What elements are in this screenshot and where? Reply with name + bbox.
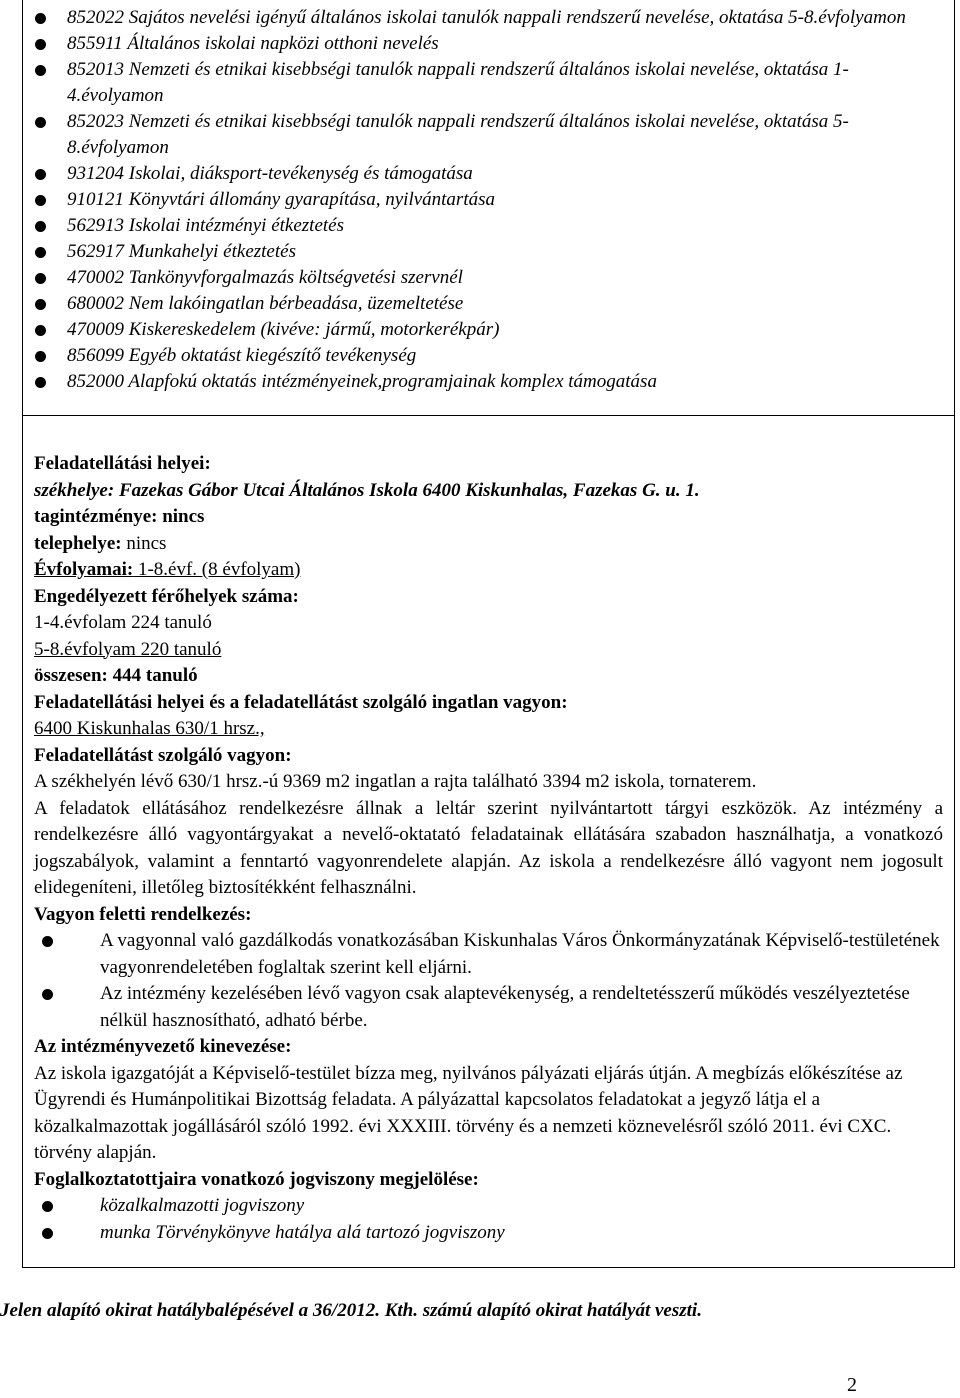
bullet-icon bbox=[42, 989, 53, 1000]
assets-line: A székhelyén lévő 630/1 hrsz.-ú 9369 m2 ingatlan a rajta található 3394 m2 iskola, tornaterem. bbox=[34, 771, 757, 792]
premises-line bbox=[34, 531, 943, 558]
list-item: A vagyonnal való gazdálkodás vonatkozásában Kiskunhalas Város Önkormányzatának Képviselő-testületének vagyonrendeletében foglaltak szerint kell eljárni. bbox=[34, 928, 943, 981]
bullet-icon bbox=[35, 195, 46, 206]
sites-heading: Feladatellátási helyei: bbox=[34, 453, 211, 474]
bullet-icon bbox=[35, 325, 46, 336]
bullet-icon bbox=[35, 117, 46, 128]
capacity-lower: 1-4.évfolam 224 tanuló bbox=[34, 612, 212, 633]
page-number: 2 bbox=[847, 1374, 857, 1396]
bullet-icon bbox=[35, 299, 46, 310]
bullet-icon bbox=[35, 351, 46, 362]
footer-note: Jelen alapító okirat hatálybalépésével a 36/2012. Kth. számú alapító okirat hatályát veszti. bbox=[0, 1300, 702, 1321]
director-heading: Az intézményvezető kinevezése: bbox=[34, 1036, 292, 1057]
list-item: 562913 Iskolai intézményi étkeztetés bbox=[67, 213, 940, 239]
grades-value: 1-8.évf. (8 évfolyam) bbox=[133, 559, 301, 580]
grades-line bbox=[34, 557, 943, 584]
bullet-icon bbox=[42, 1228, 53, 1239]
premises-value: nincs bbox=[121, 532, 167, 554]
list-item: 852022 Sajátos nevelési igényű általános iskolai tanulók nappali rendszerű nevelése, oktatása 5-8.évfolyamon bbox=[67, 5, 940, 31]
capacity-total: összesen: 444 tanuló bbox=[34, 665, 198, 686]
bullet-icon bbox=[35, 221, 46, 232]
list-item: Az intézmény kezelésében lévő vagyon csak alaptevékenység, a rendeltetésszerű működés veszélyeztetése nélkül hasznosítható, adható bérbe. bbox=[34, 981, 943, 1034]
bullet-icon bbox=[42, 936, 53, 947]
member-line: tagintézménye: nincs bbox=[34, 506, 205, 527]
bullet-icon bbox=[35, 39, 46, 50]
activity-list bbox=[23, 0, 954, 416]
bullet-icon bbox=[42, 1201, 53, 1212]
list-item: 910121 Könyvtári állomány gyarapítása, nyilvántartása bbox=[67, 187, 940, 213]
assets-heading: Feladatellátást szolgáló vagyon: bbox=[34, 744, 292, 766]
seat-line: székhelye: Fazekas Gábor Utcai Általános Iskola 6400 Kiskunhalas, Fazekas G. u. 1. bbox=[34, 479, 700, 501]
list-item: 852013 Nemzeti és etnikai kisebbségi tanulók nappali rendszerű általános iskolai nevelése, oktatása 1-4.évolyamon bbox=[67, 57, 940, 109]
bullet-icon bbox=[35, 65, 46, 76]
list-item: 931204 Iskolai, diáksport-tevékenység és támogatása bbox=[67, 161, 940, 187]
bullet-icon bbox=[35, 273, 46, 284]
list-item: 680002 Nem lakóingatlan bérbeadása, üzemeltetése bbox=[67, 291, 940, 317]
property-heading: Feladatellátási helyei és a feladatellátást szolgáló ingatlan vagyon: bbox=[34, 691, 568, 713]
bullet-icon bbox=[35, 169, 46, 180]
disposal-heading: Vagyon feletti rendelkezés: bbox=[34, 903, 252, 925]
director-text: Az iskola igazgatóját a Képviselő-testület bízza meg, nyilvános pályázati eljárás útján. A megbízás előkészítése az Ügyrendi és Humánpolitikai Bizottság feladata. A pályázattal kapcsolatos feladatokat a jegyző látja el a közalkalmazottak jogállásáról szóló 1992. évi XXXIII. törvény és a nemzeti köznevelésről szóló 2011. évi CXC. törvény alapján. bbox=[34, 1062, 903, 1163]
list-item: 470002 Tankönyvforgalmazás költségvetési szervnél bbox=[67, 265, 940, 291]
list-item: 855911 Általános iskolai napközi otthoni nevelés bbox=[67, 31, 940, 57]
capacity-upper: 5-8.évfolyam 220 tanuló bbox=[34, 638, 222, 660]
property-value: 6400 Kiskunhalas 630/1 hrsz., bbox=[34, 718, 265, 739]
list-item: 856099 Egyéb oktatást kiegészítő tevékenység bbox=[67, 343, 940, 369]
bullet-icon bbox=[35, 377, 46, 388]
bullet-icon bbox=[35, 13, 46, 24]
list-item: 562917 Munkahelyi étkeztetés bbox=[67, 239, 940, 265]
list-item: munka Törvénykönyve hatálya alá tartozó jogviszony bbox=[34, 1220, 943, 1247]
grades-label: Évfolyamai: bbox=[34, 559, 134, 580]
assets-paragraph: A feladatok ellátásához rendelkezésre állnak a leltár szerint nyilvántartott tárgyi eszközök. Az intézmény a rendelkezésre álló vagyontárgyakat a nevelő-oktatató feladatainak ellátására szabadon használhatja, a vonatkozó jogszabályok, valamint a fenntartó vagyonrendelete alapján. Az iskola a rendelkezésre álló vagyont nem jogosult elidegeníteni, illetőleg biztosítékként felhasználni. bbox=[34, 797, 943, 898]
premises-label: telephelye: bbox=[34, 532, 122, 554]
details-section bbox=[23, 451, 954, 1246]
employment-heading: Foglalkoztatottjaira vonatkozó jogviszony megjelölése: bbox=[34, 1168, 479, 1190]
list-item: közalkalmazotti jogviszony bbox=[34, 1193, 943, 1220]
list-item: 852023 Nemzeti és etnikai kisebbségi tanulók nappali rendszerű általános iskolai nevelése, oktatása 5-8.évfolyamon bbox=[67, 109, 940, 161]
bullet-icon bbox=[35, 247, 46, 258]
list-item: 470009 Kiskereskedelem (kivéve: jármű, motorkerékpár) bbox=[67, 317, 940, 343]
list-item: 852000 Alapfokú oktatás intézményeinek,programjainak komplex támogatása bbox=[67, 369, 940, 395]
capacity-heading: Engedélyezett férőhelyek száma: bbox=[34, 585, 299, 607]
document-frame bbox=[22, 0, 955, 1268]
